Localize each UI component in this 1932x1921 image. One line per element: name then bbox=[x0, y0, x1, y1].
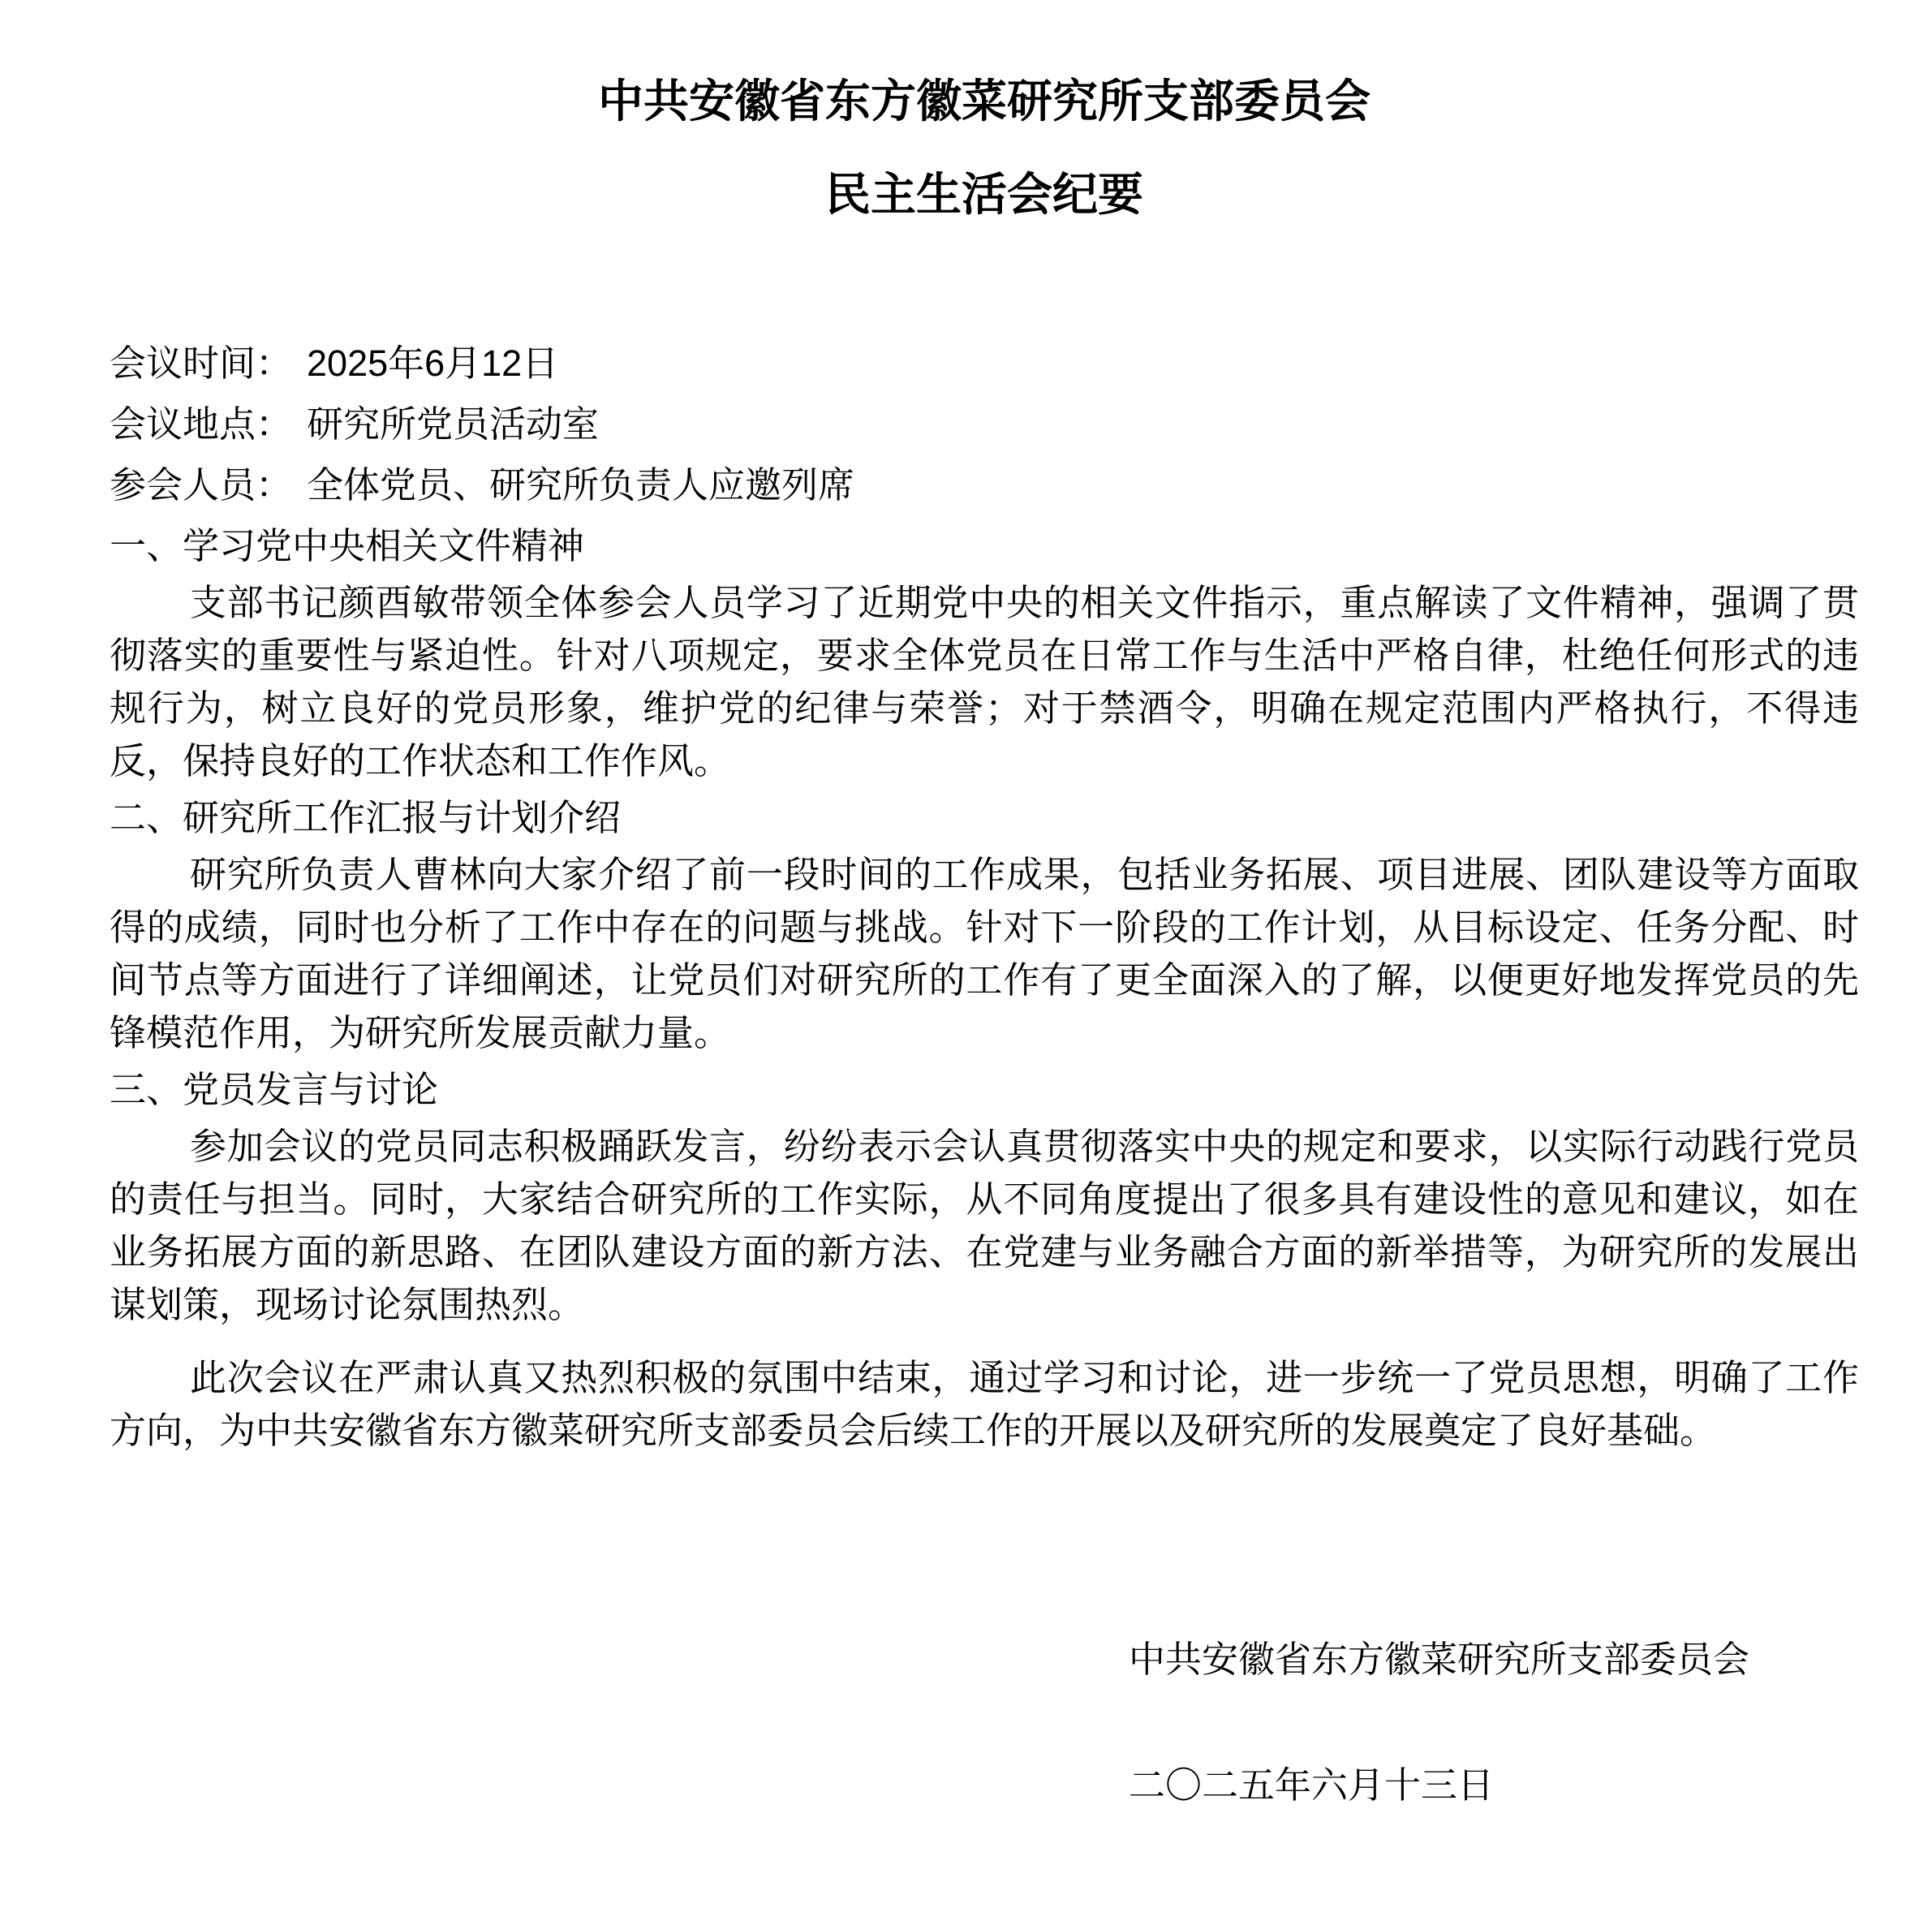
section-3-paragraph-2: 此次会议在严肃认真又热烈积极的氛围中结束，通过学习和讨论，进一步统一了党员思想，明确了工作方向，为中共安徽省东方徽菜研究所支部委员会后续工作的开展以及研究所的发展奠定了良好基础。 bbox=[110, 1357, 1859, 1451]
meeting-time-value: 2025年6月12日 bbox=[307, 342, 559, 384]
meeting-attendees-label: 参会人员： bbox=[110, 464, 293, 506]
section-1-paragraph: 支部书记颜酉敏带领全体参会人员学习了近期党中央的相关文件指示，重点解读了文件精神，强调了贯彻落实的重要性与紧迫性。针对八项规定，要求全体党员在日常工作与生活中严格自律，杜绝任何形式的违规行为，树立良好的党员形象，维护党的纪律与荣誉；对于禁酒令，明确在规定范围内严格执行，不得违反，保持良好的工作状态和工作作风。 bbox=[110, 582, 1859, 782]
section-3-heading: 三、党员发言与讨论 bbox=[110, 1069, 439, 1110]
meeting-location-value: 研究所党员活动室 bbox=[307, 403, 600, 445]
document-title-line1: 中共安徽省东方徽菜研究所支部委员会 bbox=[598, 75, 1370, 127]
meeting-time-row bbox=[110, 333, 1859, 394]
section-2-paragraph: 研究所负责人曹林向大家介绍了前一段时间的工作成果，包括业务拓展、项目进展、团队建设等方面取得的成绩，同时也分析了工作中存在的问题与挑战。针对下一阶段的工作计划，从目标设定、任务分配、时间节点等方面进行了详细阐述，让党员们对研究所的工作有了更全面深入的了解，以便更好地发挥党员的先锋模范作用，为研究所发展贡献力量。 bbox=[110, 854, 1859, 1053]
meeting-attendees-value: 全体党员、研究所负责人应邀列席 bbox=[307, 464, 855, 506]
section-2-heading: 二、研究所工作汇报与计划介绍 bbox=[110, 797, 622, 838]
meeting-location-label: 会议地点： bbox=[110, 403, 293, 445]
section-1-heading: 一、学习党中央相关文件精神 bbox=[110, 525, 585, 566]
meeting-attendees-row bbox=[110, 454, 1859, 515]
signature-organization: 中共安徽省东方徽菜研究所支部委员会 bbox=[1128, 1639, 1749, 1680]
section-3-paragraph-1: 参加会议的党员同志积极踊跃发言，纷纷表示会认真贯彻落实中央的规定和要求，以实际行动践行党员的责任与担当。同时，大家结合研究所的工作实际，从不同角度提出了很多具有建设性的意见和建议，如在业务拓展方面的新思路、在团队建设方面的新方法、在党建与业务融合方面的新举措等，为研究所的发展出谋划策，现场讨论氛围热烈。 bbox=[110, 1126, 1859, 1325]
section-3 bbox=[110, 1059, 1859, 1457]
meeting-location-row bbox=[110, 394, 1859, 454]
document-title-line2: 民主生活会纪要 bbox=[825, 169, 1143, 220]
meeting-meta-block bbox=[110, 333, 1859, 515]
meeting-time-label: 会议时间： bbox=[110, 342, 293, 384]
signature-date: 二〇二五年六月十三日 bbox=[1128, 1764, 1494, 1806]
section-1 bbox=[110, 515, 1859, 787]
section-2 bbox=[110, 787, 1859, 1059]
